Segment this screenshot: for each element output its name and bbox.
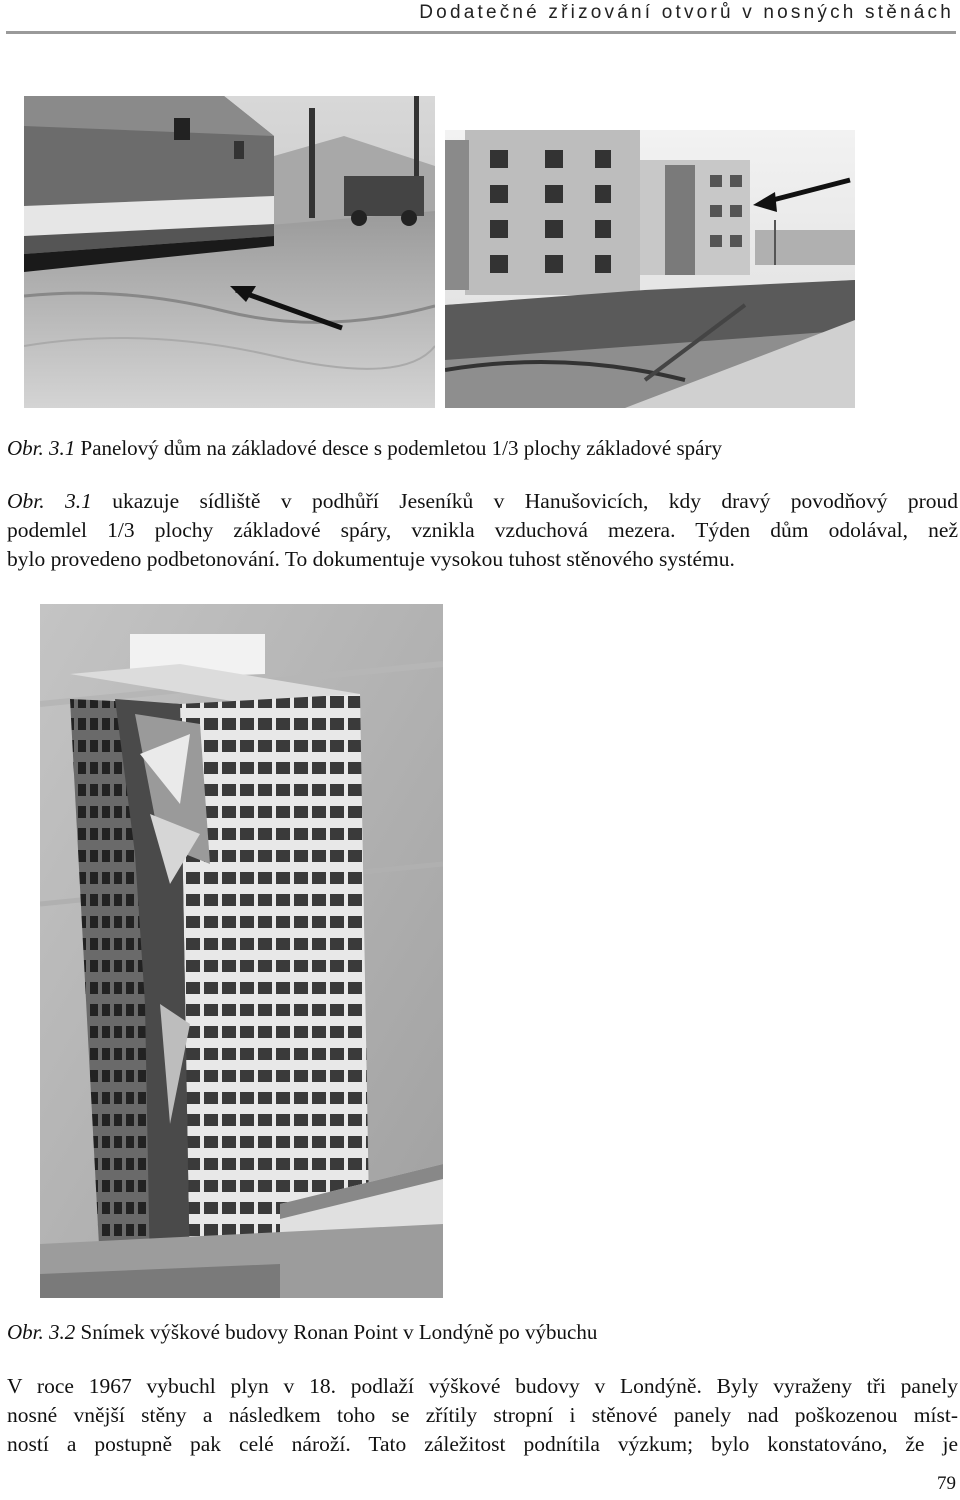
running-title: Dodatečné zřizování otvorů v nosných stěnách <box>419 2 954 23</box>
figure-ref: Obr. 3.1 <box>7 489 92 513</box>
figure-ref: Obr. 3.2 <box>7 1320 76 1344</box>
caption-text: Snímek výškové budovy Ronan Point v Londýně po výbuchu <box>80 1320 598 1344</box>
text-line: nosné vnější stěny a následkem toho se zřítily stropní i stěnové panely nad poškozenou míst- <box>7 1403 958 1427</box>
page-header <box>0 0 960 40</box>
text-line: podemlel 1/3 plochy základové spáry, vznikla vzduchová mezera. Týden dům odolával, než <box>7 518 958 542</box>
caption-text: Panelový dům na základové desce s podemletou 1/3 plochy základové spáry <box>80 436 722 460</box>
page-number: 79 <box>937 1473 956 1494</box>
ronan-point-tower-photo <box>40 604 443 1298</box>
text-line: V roce 1967 vybuchl plyn v 18. podlaží výškové budovy v Londýně. Byly vyraženy tři panely <box>7 1374 958 1398</box>
text-run: ukazuje sídliště v podhůří Jeseníků v Hanušovicích, kdy dravý povodňový proud <box>91 489 959 513</box>
paragraph-ronan-point <box>7 1372 958 1459</box>
housing-estate-flood-photo <box>445 130 855 408</box>
paragraph-flood-description <box>7 487 958 574</box>
text-line: bylo provedeno podbetonování. To dokumentuje vysokou tuhost stěnového systému. <box>7 547 735 571</box>
text-line: ností a postupně pak celé nároží. Tato záležitost podnítila výzkum; bylo konstatováno, že je <box>7 1432 958 1456</box>
figure-caption-1 <box>7 436 722 461</box>
figure-ref: Obr. 3.1 <box>7 436 76 460</box>
text-line <box>7 487 958 516</box>
header-rule <box>6 31 956 34</box>
undermined-panel-house-photo <box>24 96 435 408</box>
figure-caption-2 <box>7 1320 597 1345</box>
